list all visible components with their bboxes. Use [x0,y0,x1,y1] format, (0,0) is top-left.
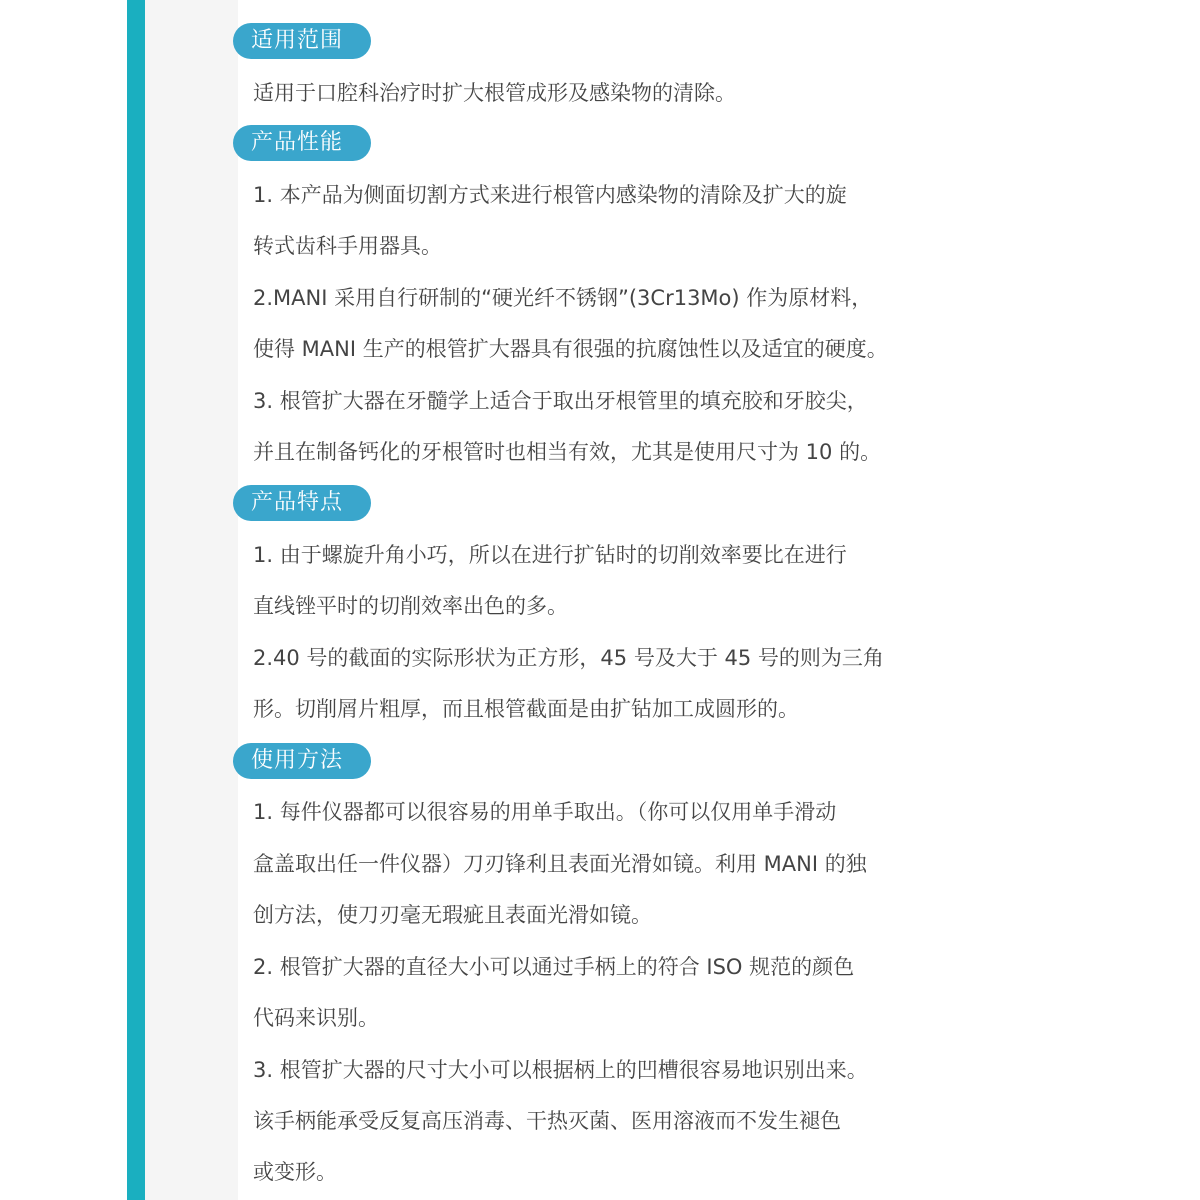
performance-line-5: 3. 根管扩大器在牙髓学上适合于取出牙根管里的填充胶和牙胶尖， [253,389,868,413]
usage-line-2: 盒盖取出任一件仪器）刀刃锋利且表面光滑如镜。利用 MANI 的独 [253,852,867,876]
features-line-2: 直线锉平时的切削效率出色的多。 [253,594,568,618]
content-column [233,0,963,1200]
usage-line-7: 该手柄能承受反复高压消毒、干热灭菌、医用溶液而不发生褪色 [253,1109,841,1133]
scope-line-1: 适用于口腔科治疗时扩大根管成形及感染物的清除。 [253,81,736,105]
usage-line-1: 1. 每件仪器都可以很容易的用单手取出。（你可以仅用单手滑动 [253,800,837,824]
section-title-usage: 使用方法 [233,743,371,779]
features-line-3: 2.40 号的截面的实际形状为正方形，45 号及大于 45 号的则为三角 [253,646,884,670]
performance-line-3: 2.MANI 采用自行研制的“硬光纤不锈钢”(3Cr13Mo) 作为原材料， [253,286,873,310]
section-title-performance: 产品性能 [233,125,371,161]
performance-line-2: 转式齿科手用器具。 [253,234,442,258]
usage-line-5: 代码来识别。 [253,1006,379,1030]
usage-line-6: 3. 根管扩大器的尺寸大小可以根据柄上的凹槽很容易地识别出来。 [253,1058,868,1082]
performance-line-1: 1. 本产品为侧面切割方式来进行根管内感染物的清除及扩大的旋 [253,183,847,207]
left-accent-bar [127,0,145,1200]
features-line-1: 1. 由于螺旋升角小巧，所以在进行扩钻时的切削效率要比在进行 [253,543,847,567]
performance-line-6: 并且在制备钙化的牙根管时也相当有效，尤其是使用尺寸为 10 的。 [253,440,882,464]
usage-line-8: 或变形。 [253,1160,337,1184]
features-line-4: 形。切削屑片粗厚，而且根管截面是由扩钻加工成圆形的。 [253,697,799,721]
section-title-scope: 适用范围 [233,23,371,59]
performance-line-4: 使得 MANI 生产的根管扩大器具有很强的抗腐蚀性以及适宜的硬度。 [253,337,888,361]
usage-line-3: 创方法，使刀刃毫无瑕疵且表面光滑如镜。 [253,903,652,927]
left-shade-panel [145,0,238,1200]
section-title-features: 产品特点 [233,485,371,521]
usage-line-4: 2. 根管扩大器的直径大小可以通过手柄上的符合 ISO 规范的颜色 [253,955,855,979]
